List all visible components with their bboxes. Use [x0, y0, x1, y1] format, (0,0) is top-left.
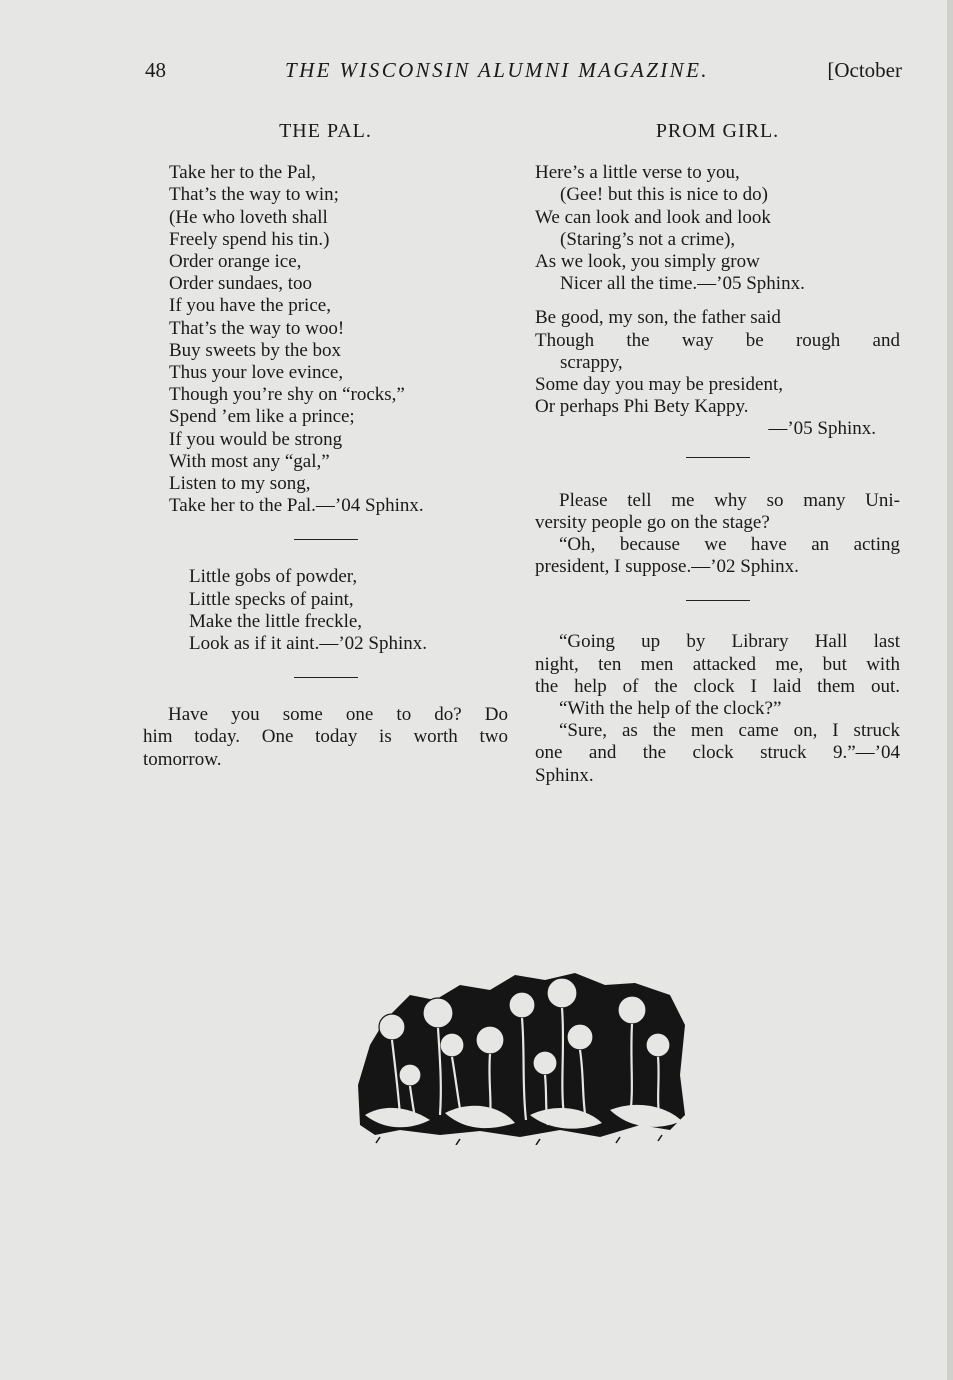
- page-number: 48: [145, 58, 166, 82]
- freckle-poem: [143, 566, 508, 655]
- text-line: one and the clock struck 9.”—’04: [535, 742, 900, 764]
- poem-line: Be good, my son, the father said: [535, 307, 781, 329]
- scan-edge: [947, 0, 953, 1380]
- poem-line: Listen to my song,: [169, 473, 311, 495]
- text-line: “Sure, as the men came on, I struck: [559, 720, 900, 742]
- poem-line: (Gee! but this is nice to do): [560, 184, 768, 206]
- page-header: [145, 58, 905, 90]
- pal-poem: [143, 162, 508, 517]
- poem-line: Spend ’em like a prince;: [169, 406, 355, 428]
- right-column: [535, 120, 900, 787]
- issue-month: [October: [827, 58, 902, 82]
- prom-title: PROM GIRL.: [655, 120, 780, 142]
- poem-line: Take her to the Pal.—’04 Sphinx.: [169, 495, 424, 517]
- text-line: “With the help of the clock?”: [559, 698, 782, 720]
- text-line: the help of the clock I laid them out.: [535, 675, 900, 697]
- text-line: Sphinx.: [535, 764, 594, 786]
- poem-line: Little gobs of powder,: [189, 566, 358, 588]
- poem-line: Order orange ice,: [169, 251, 302, 273]
- poem-line: Take her to the Pal,: [169, 162, 316, 184]
- poem-line: Some day you may be president,: [535, 374, 784, 396]
- text-line: president, I suppose.—’02 Sphinx.: [535, 556, 799, 578]
- son-poem: [535, 307, 900, 440]
- stage-paragraph: [535, 490, 900, 579]
- text-line: “Going up by Library Hall last: [559, 631, 900, 653]
- poem-line: As we look, you simply grow: [535, 251, 760, 273]
- clock-paragraph: [535, 631, 900, 786]
- poem-line: Or perhaps Phi Bety Kappy.: [535, 396, 749, 418]
- section-divider: [686, 600, 750, 601]
- section-divider: [294, 677, 358, 678]
- poem-line: That’s the way to woo!: [169, 317, 345, 339]
- flower-woodcut-icon: [340, 965, 695, 1145]
- text-line: night, ten men attacked me, but with: [535, 653, 900, 675]
- poem-line: Though the way be rough and: [535, 329, 900, 351]
- section-divider: [686, 457, 750, 458]
- poem-line: Thus your love evince,: [169, 362, 344, 384]
- poem-line: Make the little freckle,: [189, 610, 363, 632]
- poem-line: scrappy,: [560, 351, 623, 373]
- poem-line: If you have the price,: [169, 295, 331, 317]
- section-divider: [294, 539, 358, 540]
- poem-line: Nicer all the time.—’05 Sphinx.: [560, 273, 805, 295]
- poem-line: Freely spend his tin.): [169, 228, 330, 250]
- poem-line: That’s the way to win;: [169, 184, 339, 206]
- pal-title: THE PAL.: [279, 120, 372, 142]
- text-line: versity people go on the stage?: [535, 511, 770, 533]
- poem-line: (Staring’s not a crime),: [560, 228, 736, 250]
- poem-line: If you would be strong: [169, 428, 343, 450]
- poem-line: Look as if it aint.—’02 Sphinx.: [189, 633, 428, 655]
- left-column: [143, 120, 508, 771]
- text-line: Have you some one to do? Do: [168, 704, 508, 726]
- do-paragraph: [143, 704, 508, 771]
- poem-line: Buy sweets by the box: [169, 339, 342, 361]
- text-line: him today. One today is worth two: [143, 726, 508, 748]
- poem-line: We can look and look and look: [535, 206, 771, 228]
- text-line: tomorrow.: [143, 748, 222, 770]
- poem-line: With most any “gal,”: [169, 450, 330, 472]
- poem-line: Little specks of paint,: [189, 588, 354, 610]
- poem-line: Though you’re shy on “rocks,”: [169, 384, 405, 406]
- text-line: Please tell me why so many Uni-: [559, 489, 900, 511]
- poem-line: Order sundaes, too: [169, 273, 312, 295]
- magazine-title: THE WISCONSIN ALUMNI MAGAZINE.: [285, 58, 709, 82]
- poem-line: (He who loveth shall: [169, 206, 328, 228]
- text-line: “Oh, because we have an acting: [559, 534, 900, 556]
- poem-line: Here’s a little verse to you,: [535, 162, 740, 184]
- prom-poem: [535, 162, 900, 295]
- son-credit: —’05 Sphinx.: [768, 418, 876, 440]
